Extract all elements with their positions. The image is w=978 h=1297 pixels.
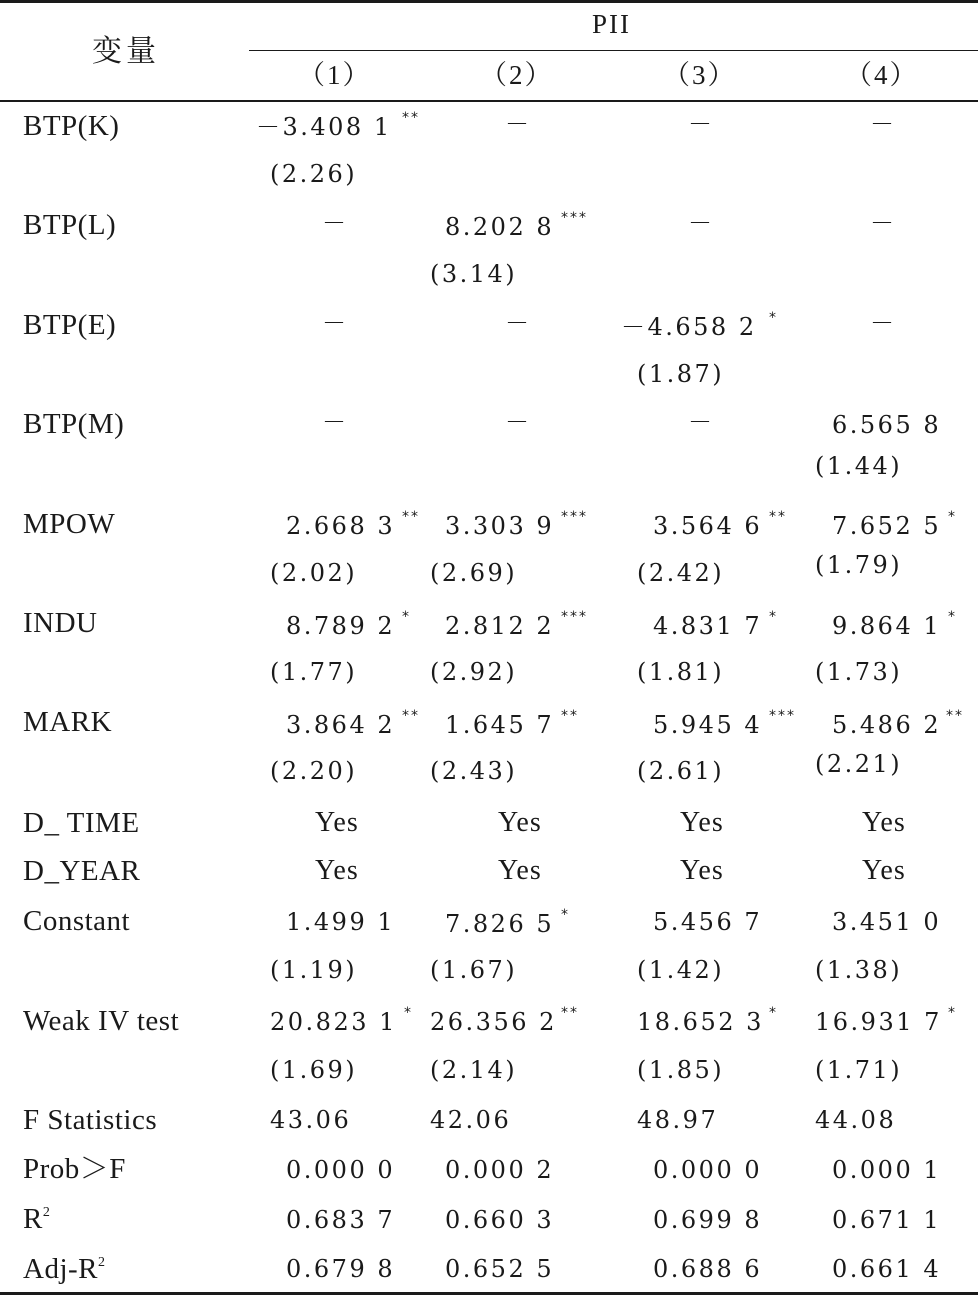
row-label-btpe: BTP(E) [23, 309, 117, 341]
dash-btpl-1: － [322, 209, 349, 237]
sig-mark-4: ** [946, 708, 964, 724]
row-label-btpk: BTP(K) [23, 110, 120, 142]
yes-dyear-1: Yes [315, 855, 359, 886]
row-label-dyear: D_YEAR [23, 855, 141, 887]
row-label-constant: Constant [23, 905, 131, 937]
tstat-mark-2: (2.43) [430, 757, 518, 785]
tstat-btpl-2: (3.14) [430, 260, 518, 288]
value-r2-1: 0.683 7 [286, 1206, 396, 1234]
group-header: PII [592, 9, 631, 39]
tstat-constant-2: (1.67) [430, 956, 518, 984]
coef-indu-1: 8.789 2 [286, 612, 396, 640]
value-probf-4: 0.000 1 [832, 1156, 942, 1184]
sig-mark-3: *** [769, 708, 796, 724]
dash-btpk-2: － [505, 110, 532, 138]
dash-btpm-1: － [322, 408, 349, 436]
value-probf-1: 0.000 0 [286, 1156, 396, 1184]
tstat-btpe-3: (1.87) [637, 360, 725, 388]
value-adjr2-2: 0.652 5 [445, 1255, 555, 1283]
value-adjr2-3: 0.688 6 [653, 1255, 763, 1283]
sig-btpl-2: *** [561, 210, 588, 226]
row-label-mark: MARK [23, 706, 113, 738]
tstat-weakiv-1: (1.69) [270, 1056, 358, 1084]
coef-btpe-3: －4.658 2 [621, 313, 757, 341]
coef-weakiv-2: 26.356 2 [430, 1008, 557, 1036]
row-label-r2: $R^2$ [23, 1203, 51, 1235]
value-adjr2-4: 0.661 4 [832, 1255, 942, 1283]
tstat-mark-3: (2.61) [637, 757, 725, 785]
value-fstat-2: 42.06 [430, 1106, 512, 1134]
coef-indu-4: 9.864 1 [832, 612, 942, 640]
row-label-indu: INDU [23, 607, 98, 639]
yes-dtime-4: Yes [862, 807, 906, 838]
dash-btpe-2: － [505, 309, 532, 337]
sig-mpow-4: * [948, 509, 957, 525]
dash-btpk-3: － [688, 110, 715, 138]
yes-dyear-4: Yes [862, 855, 906, 886]
sig-constant-2: * [561, 907, 570, 923]
tstat-mark-4: (2.21) [815, 750, 903, 778]
coef-mpow-3: 3.564 6 [653, 512, 763, 540]
value-fstat-1: 43.06 [270, 1106, 352, 1134]
coef-mark-4: 5.486 2 [832, 711, 942, 739]
superscript-2: 2 [42, 1205, 51, 1220]
dash-btpk-4: － [870, 110, 897, 138]
tstat-indu-1: (1.77) [270, 658, 358, 686]
value-probf-3: 0.000 0 [653, 1156, 763, 1184]
tstat-mpow-1: (2.02) [270, 559, 358, 587]
stub-header: 变量 [92, 35, 160, 68]
coef-mark-3: 5.945 4 [653, 711, 763, 739]
coef-btpk-1: －3.408 1 [256, 113, 392, 141]
sig-indu-4: * [948, 609, 957, 625]
coef-mpow-2: 3.303 9 [445, 512, 555, 540]
sig-btpe-3: * [769, 310, 778, 326]
sig-weakiv-2: ** [561, 1005, 579, 1021]
coef-constant-3: 5.456 7 [653, 908, 763, 936]
dash-btpl-3: － [688, 209, 715, 237]
tstat-btpm-4: (1.44) [815, 452, 903, 480]
coef-indu-3: 4.831 7 [653, 612, 763, 640]
dash-btpl-4: － [870, 209, 897, 237]
tstat-constant-4: (1.38) [815, 956, 903, 984]
coef-btpl-2: 8.202 8 [445, 213, 555, 241]
superscript-2: 2 [98, 1255, 106, 1270]
tstat-weakiv-2: (2.14) [430, 1056, 518, 1084]
sig-weakiv-3: * [769, 1005, 778, 1021]
coef-mark-1: 3.864 2 [286, 711, 396, 739]
row-label-adjr2: Adj-$R^2$ [23, 1253, 106, 1285]
sig-indu-2: *** [561, 609, 588, 625]
tstat-weakiv-4: (1.71) [815, 1056, 903, 1084]
table-bottom-rule [0, 1292, 978, 1295]
coef-mpow-1: 2.668 3 [286, 512, 396, 540]
dash-btpm-2: － [505, 408, 532, 436]
value-probf-2: 0.000 2 [445, 1156, 555, 1184]
sig-mpow-3: ** [769, 509, 787, 525]
coef-mpow-4: 7.652 5 [832, 512, 942, 540]
coef-btpm-4: 6.565 8 [832, 411, 942, 439]
row-label-mpow: MPOW [23, 508, 116, 540]
coef-constant-2: 7.826 5 [445, 910, 555, 938]
coef-mark-2: 1.645 7 [445, 711, 555, 739]
yes-dyear-2: Yes [498, 855, 542, 886]
tstat-mark-1: (2.20) [270, 757, 358, 785]
tstat-constant-1: (1.19) [270, 956, 358, 984]
tstat-mpow-3: (2.42) [637, 559, 725, 587]
column-header-4: （4） [845, 60, 919, 90]
header-group-rule [249, 50, 978, 51]
coef-weakiv-4: 16.931 7 [815, 1008, 942, 1036]
tstat-btpk-1: (2.26) [270, 160, 358, 188]
row-label-btpl: BTP(L) [23, 209, 117, 241]
tstat-indu-4: (1.73) [815, 658, 903, 686]
sig-indu-1: * [402, 609, 411, 625]
header-bottom-rule [0, 100, 978, 102]
tstat-mpow-4: (1.79) [815, 551, 903, 579]
row-label-btpm: BTP(M) [23, 408, 125, 440]
tstat-weakiv-3: (1.85) [637, 1056, 725, 1084]
sig-indu-3: * [769, 609, 778, 625]
tstat-indu-3: (1.81) [637, 658, 725, 686]
yes-dtime-2: Yes [498, 807, 542, 838]
coef-weakiv-3: 18.652 3 [637, 1008, 764, 1036]
yes-dtime-1: Yes [315, 807, 359, 838]
row-label-dtime: D_ TIME [23, 807, 140, 839]
value-fstat-3: 48.97 [637, 1106, 719, 1134]
value-r2-3: 0.699 8 [653, 1206, 763, 1234]
value-r2-4: 0.671 1 [832, 1206, 942, 1234]
dash-btpm-3: － [688, 408, 715, 436]
row-label-probf: Prob＞F [23, 1153, 126, 1185]
column-header-1: （1） [298, 60, 372, 90]
dash-btpe-1: － [322, 309, 349, 337]
sig-mpow-1: ** [402, 509, 420, 525]
value-fstat-4: 44.08 [815, 1106, 897, 1134]
yes-dyear-3: Yes [680, 855, 724, 886]
table-top-rule [0, 0, 978, 3]
sig-mark-2: ** [561, 708, 579, 724]
sig-weakiv-4: * [948, 1005, 957, 1021]
sig-mark-1: ** [402, 708, 420, 724]
column-header-2: （2） [480, 60, 554, 90]
sig-btpk-1: ** [402, 110, 420, 126]
dash-btpe-4: － [870, 309, 897, 337]
column-header-3: （3） [663, 60, 737, 90]
coef-weakiv-1: 20.823 1 [270, 1008, 397, 1036]
tstat-mpow-2: (2.69) [430, 559, 518, 587]
yes-dtime-3: Yes [680, 807, 724, 838]
coef-indu-2: 2.812 2 [445, 612, 555, 640]
sig-weakiv-1: * [404, 1005, 413, 1021]
row-label-weakiv: Weak IV test [23, 1005, 180, 1037]
value-r2-2: 0.660 3 [445, 1206, 555, 1234]
tstat-constant-3: (1.42) [637, 956, 725, 984]
row-label-fstat: F Statistics [23, 1104, 158, 1136]
coef-constant-1: 1.499 1 [286, 908, 396, 936]
value-adjr2-1: 0.679 8 [286, 1255, 396, 1283]
coef-constant-4: 3.451 0 [832, 908, 942, 936]
sig-mpow-2: *** [561, 509, 588, 525]
tstat-indu-2: (2.92) [430, 658, 518, 686]
